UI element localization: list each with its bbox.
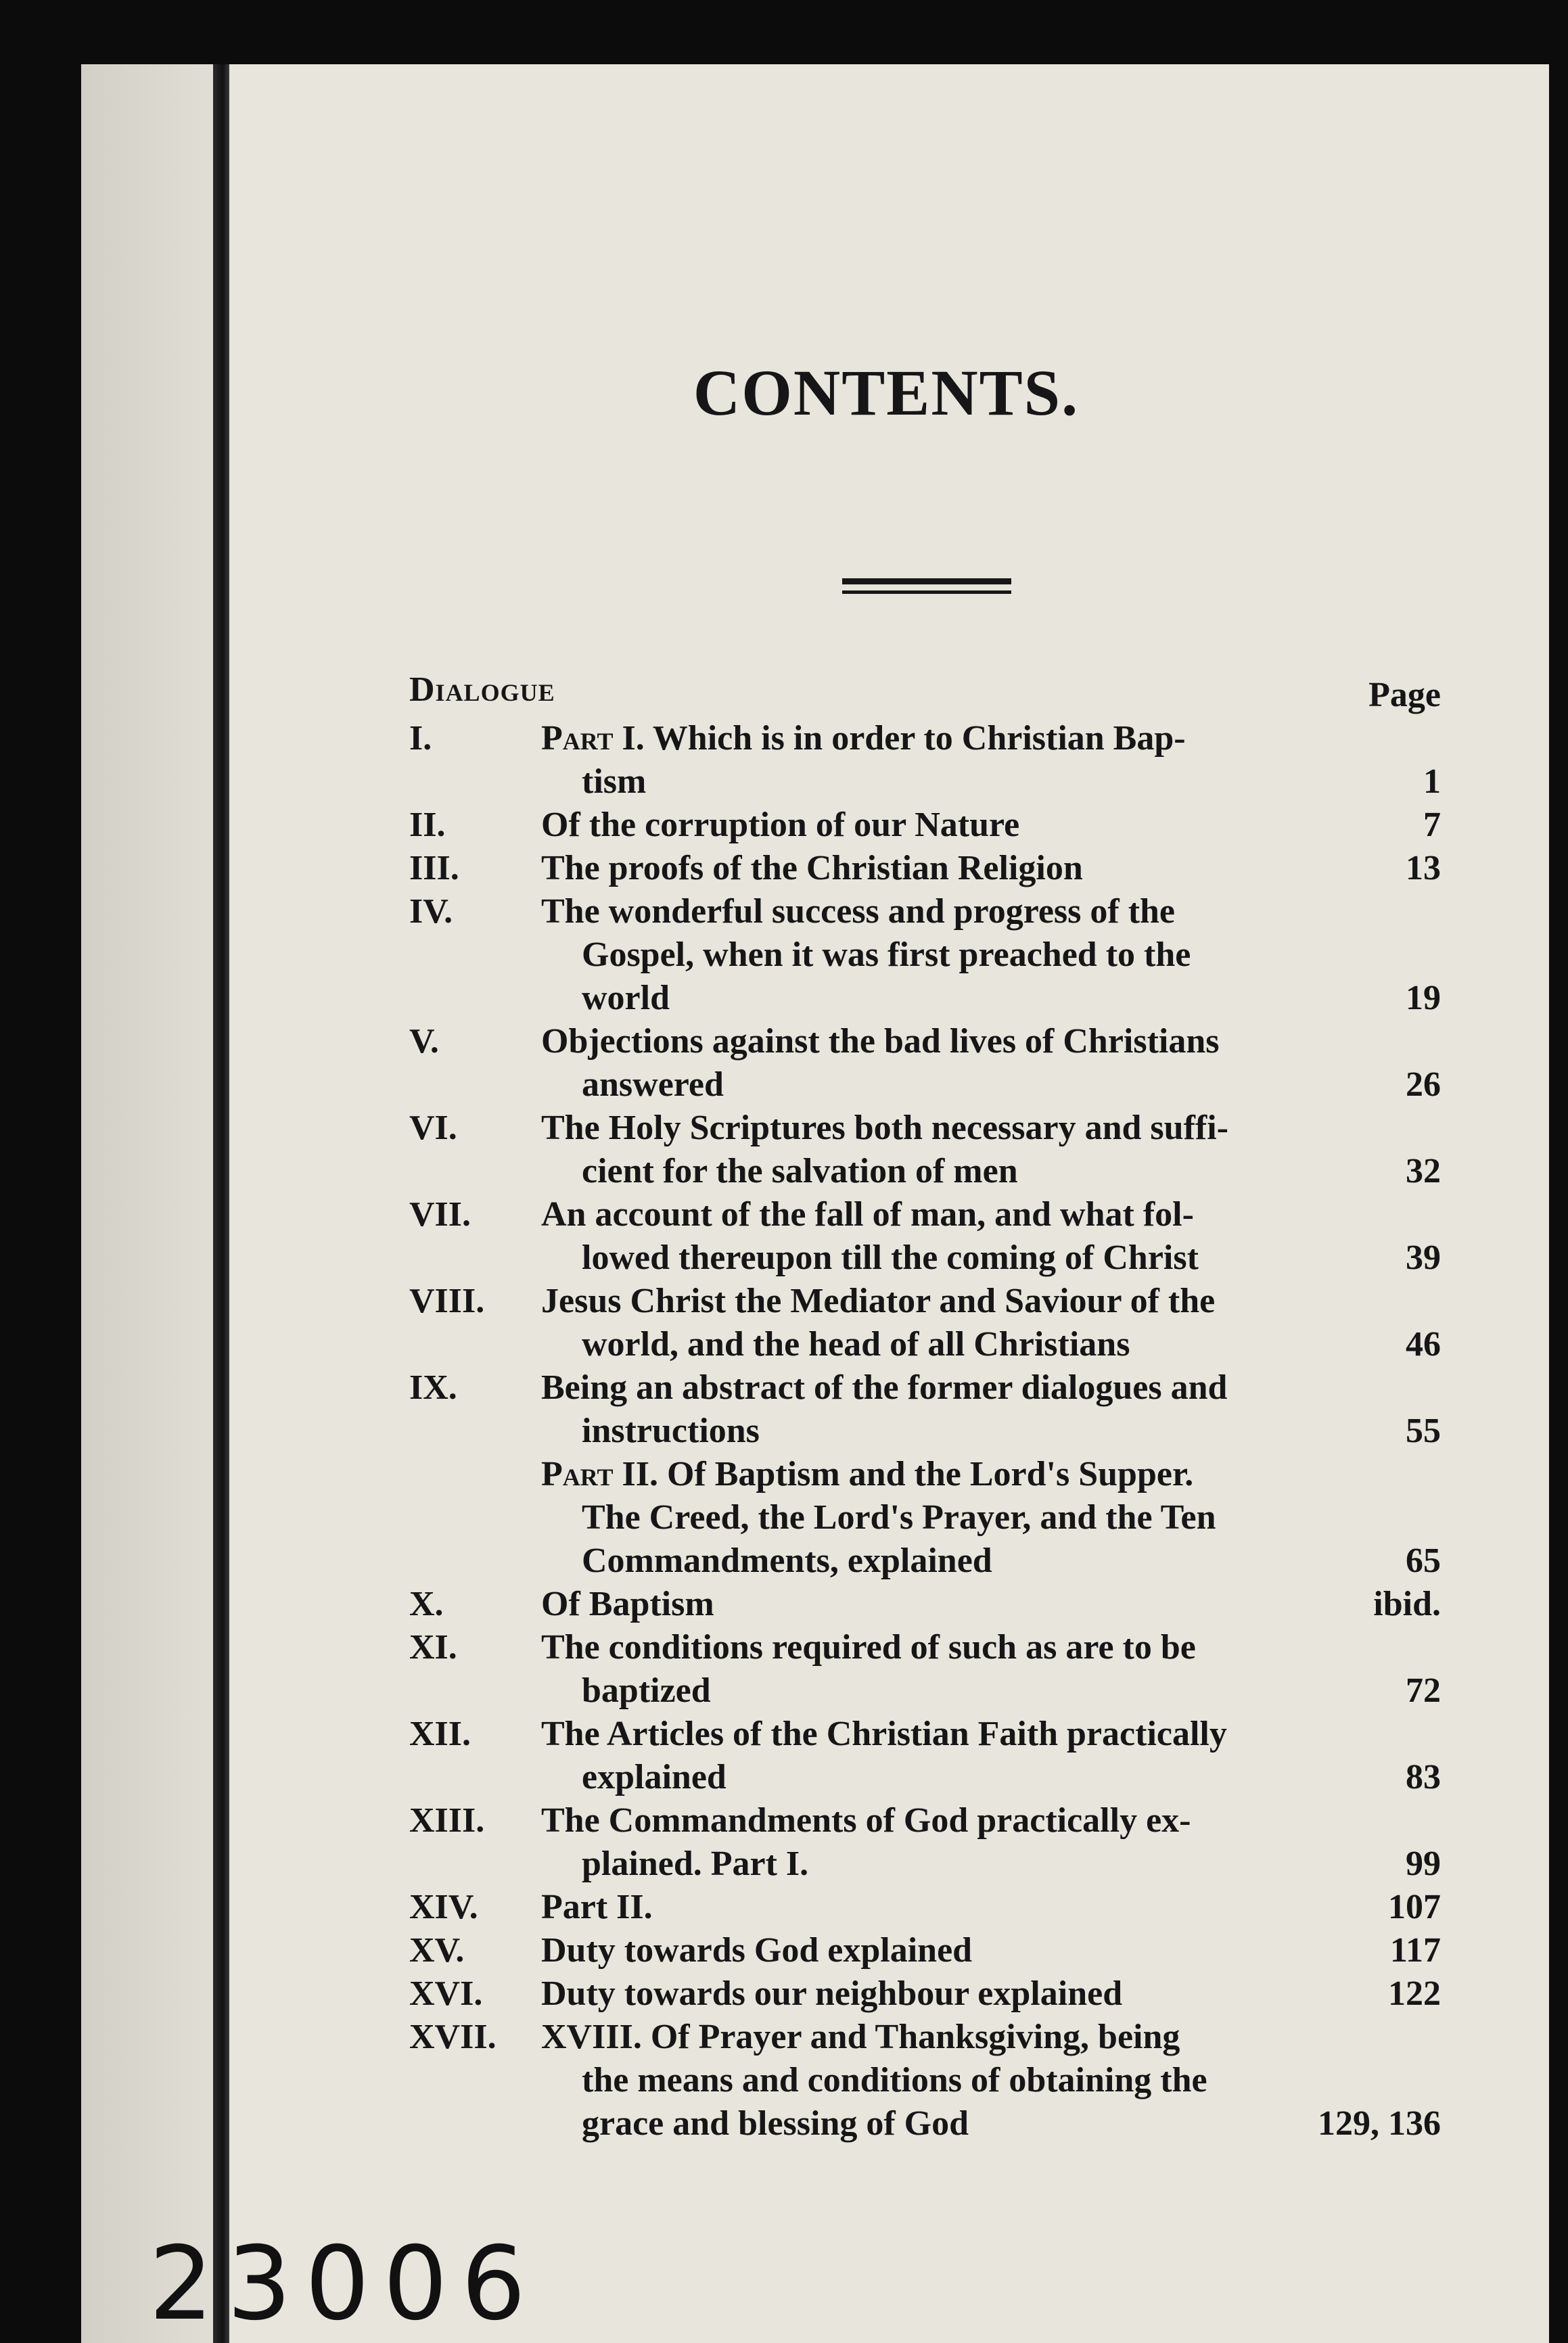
entry-line: Of Baptism (541, 1585, 714, 1623)
entry-line: grace and blessing of God (582, 2104, 969, 2143)
dialogue-number: XII. (409, 1715, 471, 1753)
toc-entry (409, 1366, 1441, 1453)
entry-line: Part II. (541, 1888, 653, 1926)
dialogue-number: VI. (409, 1109, 457, 1147)
entry-title (541, 1107, 1353, 1193)
dialogue-number: IV. (409, 892, 453, 931)
entry-line: Commandments, explained (582, 1541, 992, 1580)
table-of-contents (409, 717, 1441, 2145)
toc-entry (409, 2016, 1441, 2145)
entry-title (541, 1886, 1353, 1929)
entry-line: The proofs of the Christian Religion (541, 849, 1083, 887)
entry-title (541, 1366, 1353, 1453)
dialogue-number: VIII. (409, 1282, 485, 1320)
dialogue-number: III. (409, 849, 459, 887)
entry-title (541, 1929, 1353, 1972)
entry-title (541, 890, 1353, 1020)
entry-line: Duty towards God explained (541, 1931, 973, 1970)
dialogue-number: VII. (409, 1195, 471, 1234)
page-number: 99 (1406, 1845, 1441, 1883)
entry-title (541, 1583, 1353, 1626)
page-number: 83 (1406, 1758, 1441, 1796)
toc-entry (409, 890, 1441, 1020)
column-headers (409, 670, 1441, 717)
entry-title (541, 804, 1353, 847)
page-number: 7 (1423, 806, 1441, 844)
entry-line: XVIII. Of Prayer and Thanksgiving, being (541, 2018, 1180, 2056)
page-number: 26 (1406, 1065, 1441, 1104)
entry-title (541, 1193, 1353, 1280)
toc-entry (409, 717, 1441, 804)
toc-entry (409, 1713, 1441, 1799)
dialogue-header: Dialogue (409, 670, 555, 709)
entry-line: The Creed, the Lord's Prayer, and the Ten (582, 1498, 1216, 1537)
entry-line: Duty towards our neighbour explained (541, 1974, 1123, 2013)
entry-line: The wonderful success and progress of the (541, 892, 1176, 931)
toc-entry (409, 1107, 1441, 1193)
handwritten-number: 23006 (149, 2225, 540, 2343)
page-number: 107 (1388, 1888, 1441, 1926)
entry-line: cient for the salvation of men (582, 1152, 1018, 1190)
entry-title (541, 1453, 1353, 1583)
entry-line: The conditions required of such as are to be (541, 1628, 1196, 1667)
entry-line: Gospel, when it was first preached to the (582, 935, 1191, 974)
page-number: 32 (1406, 1152, 1441, 1190)
toc-entry (409, 1886, 1441, 1929)
entry-title (541, 717, 1353, 804)
toc-entry (409, 804, 1441, 847)
page-number: 129, 136 (1318, 2104, 1441, 2143)
entry-line: The Commandments of God practically ex- (541, 1801, 1191, 1840)
title-rule-thick (842, 578, 1011, 584)
dialogue-number: XIII. (409, 1801, 485, 1840)
entry-line: Of the corruption of our Nature (541, 806, 1020, 844)
entry-line: The Articles of the Christian Faith practically (541, 1715, 1227, 1753)
entry-title (541, 1280, 1353, 1366)
entry-line: lowed thereupon till the coming of Christ (582, 1238, 1199, 1277)
toc-entry (409, 1453, 1441, 1583)
entry-title (541, 1020, 1353, 1107)
toc-entry (409, 847, 1441, 890)
entry-line: The Holy Scriptures both necessary and suffi- (541, 1109, 1228, 1147)
toc-entry (409, 1020, 1441, 1107)
entry-line: Part I. Which is in order to Christian Bap- (541, 719, 1186, 758)
dialogue-number: I. (409, 719, 432, 758)
dialogue-number: X. (409, 1585, 444, 1623)
page-header: Page (1368, 676, 1441, 714)
contents-page (325, 64, 1448, 2343)
entry-title (541, 1713, 1353, 1799)
entry-line: world (582, 979, 670, 1017)
dialogue-number: IX. (409, 1368, 457, 1407)
page-number: 19 (1406, 979, 1441, 1017)
entry-line: baptized (582, 1671, 711, 1710)
page-number: 55 (1406, 1412, 1441, 1450)
dialogue-number: XIV. (409, 1888, 478, 1926)
page-number: 65 (1406, 1541, 1441, 1580)
entry-title (541, 847, 1353, 890)
toc-entry (409, 1929, 1441, 1972)
entry-line: instructions (582, 1412, 760, 1450)
entry-line: the means and conditions of obtaining the (582, 2061, 1207, 2100)
entry-line: Objections against the bad lives of Christians (541, 1022, 1220, 1061)
entry-title (541, 2016, 1353, 2145)
toc-entry (409, 1626, 1441, 1713)
entry-line: world, and the head of all Christians (582, 1325, 1130, 1364)
entry-title (541, 1626, 1353, 1713)
entry-line: answered (582, 1065, 724, 1104)
page-number: 117 (1389, 1931, 1441, 1970)
page-number: 46 (1406, 1325, 1441, 1364)
dialogue-number: XVII. (409, 2018, 497, 2056)
entry-line: An account of the fall of man, and what fol- (541, 1195, 1194, 1234)
page-number: 1 (1423, 762, 1441, 801)
entry-line: explained (582, 1758, 727, 1796)
page-number: 122 (1388, 1974, 1441, 2013)
facing-page-edge (81, 64, 213, 2343)
page-title: CONTENTS. (693, 356, 1080, 429)
dialogue-number: II. (409, 806, 446, 844)
page-number: ibid. (1373, 1585, 1441, 1623)
page-gutter (213, 64, 229, 2343)
toc-entry (409, 1799, 1441, 1886)
entry-line: Part II. Of Baptism and the Lord's Supper. (541, 1455, 1194, 1493)
title-rule-thin (842, 590, 1011, 594)
dialogue-number: XI. (409, 1628, 457, 1667)
toc-entry (409, 1193, 1441, 1280)
book-page (81, 64, 1549, 2343)
entry-line: tism (582, 762, 647, 801)
dialogue-number: XVI. (409, 1974, 483, 2013)
toc-entry (409, 1280, 1441, 1366)
entry-title (541, 1972, 1353, 2016)
page-number: 39 (1406, 1238, 1441, 1277)
dialogue-number: XV. (409, 1931, 465, 1970)
page-number: 72 (1406, 1671, 1441, 1710)
toc-entry (409, 1583, 1441, 1626)
entry-line: Being an abstract of the former dialogues and (541, 1368, 1228, 1407)
entry-title (541, 1799, 1353, 1886)
entry-line: plained. Part I. (582, 1845, 809, 1883)
toc-entry (409, 1972, 1441, 2016)
dialogue-number: V. (409, 1022, 439, 1061)
entry-line: Jesus Christ the Mediator and Saviour of the (541, 1282, 1216, 1320)
page-number: 13 (1406, 849, 1441, 887)
